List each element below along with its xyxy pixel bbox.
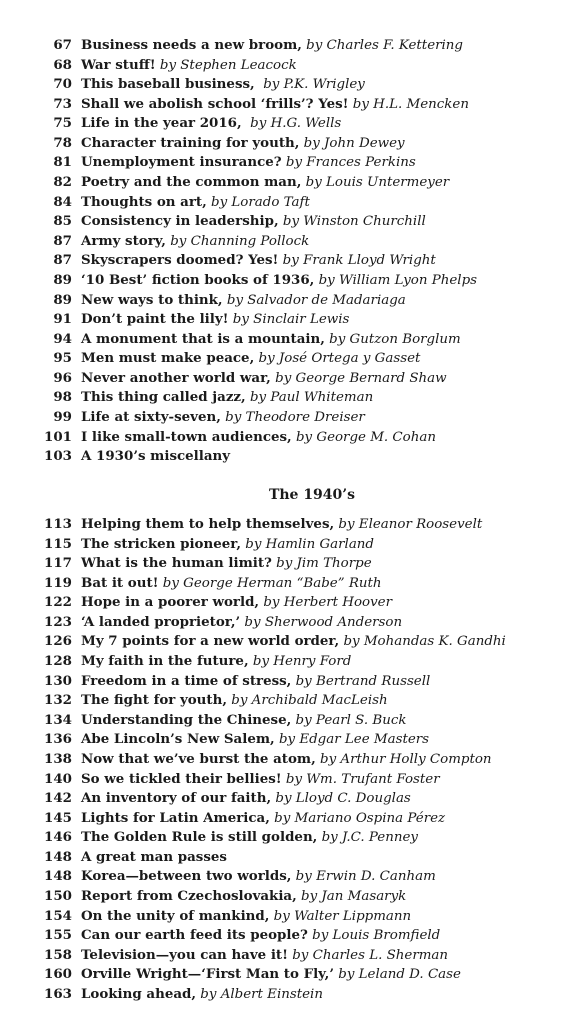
article-title: My 7 points for a new world order, [81, 633, 340, 650]
article-author: by Frank Lloyd Wright [278, 253, 436, 269]
article-title: ‘10 Best’ fiction books of 1936, [81, 271, 315, 288]
entry-text [81, 428, 436, 448]
article-title: Freedom in a time of stress, [81, 672, 292, 689]
toc-entry [0, 554, 564, 574]
page-number: 145 [44, 809, 72, 826]
toc-entry [0, 310, 564, 330]
page-number: 81 [53, 154, 72, 171]
entry-text [81, 95, 469, 115]
page-number: 146 [44, 829, 72, 846]
entry-text [81, 809, 445, 829]
article-author: by Stephen Leacock [155, 57, 297, 73]
article-title: Don’t paint the lily! [81, 311, 229, 328]
toc-entry [0, 535, 564, 555]
toc-entry [0, 153, 564, 173]
entry-text [81, 388, 373, 408]
article-title: Can our earth feed its people? [81, 927, 308, 944]
page-number: 130 [44, 672, 72, 689]
article-title: Hope in a poorer world, [81, 594, 260, 611]
article-author: by H.G. Wells [241, 116, 342, 132]
toc-entry [0, 672, 564, 692]
entry-text [81, 134, 405, 154]
article-author: by Charles F. Kettering [301, 38, 463, 53]
entry-text [81, 613, 402, 633]
page-number: 138 [44, 750, 72, 767]
page-number: 89 [53, 271, 72, 288]
entry-text [81, 271, 477, 291]
page-number: 87 [53, 252, 72, 269]
article-title: Abe Lincoln’s New Salem, [81, 731, 275, 748]
article-title: Poetry and the common man, [81, 174, 302, 191]
page-number: 96 [53, 369, 72, 386]
entry-text [81, 330, 461, 350]
article-author: by Wm. Trufant Foster [281, 771, 440, 787]
toc-entry [0, 652, 564, 672]
toc-entry [0, 369, 564, 389]
article-author: by Leland D. Case [333, 967, 461, 983]
page-number: 126 [44, 633, 72, 650]
section-heading-1940s: The 1940’s [268, 487, 356, 503]
article-author: by Winston Churchill [278, 214, 426, 230]
page-number: 115 [44, 535, 72, 552]
entry-text [81, 310, 349, 330]
toc-entry [0, 887, 564, 907]
page-number: 98 [53, 389, 72, 406]
article-author: by John Dewey [299, 135, 405, 151]
entry-text [81, 828, 418, 848]
entry-text [81, 251, 436, 271]
toc-entry [0, 349, 564, 369]
article-author: by Arthur Holly Compton [315, 751, 492, 767]
entry-text [81, 515, 482, 535]
article-author: by Pearl S. Buck [291, 712, 407, 728]
article-author: by P.K. Wrigley [254, 77, 365, 93]
page-number: 94 [53, 330, 72, 347]
article-title: Lights for Latin America, [81, 809, 270, 826]
page-number: 134 [44, 711, 72, 728]
page-number: 132 [44, 692, 72, 709]
entry-text [81, 848, 227, 868]
entry-text [81, 554, 372, 574]
article-author: by Charles L. Sherman [287, 947, 449, 963]
article-author: by Mohandas K. Gandhi [339, 634, 506, 650]
entry-text [81, 535, 374, 555]
toc-entry [0, 750, 564, 770]
article-author: by George Herman “Babe” Ruth [158, 575, 382, 591]
section-1940s-entries [0, 515, 564, 1004]
entry-text [81, 770, 440, 790]
article-author: by Jim Thorpe [271, 556, 372, 572]
article-title: The fight for youth, [81, 692, 228, 709]
page-number: 99 [53, 408, 72, 425]
toc-entry [0, 574, 564, 594]
article-title: Men must make peace, [81, 350, 255, 367]
toc-entry [0, 75, 564, 95]
toc-entry [0, 985, 564, 1005]
article-author: by Sinclair Lewis [228, 312, 350, 328]
page-number: 142 [44, 790, 72, 807]
article-title: The Golden Rule is still golden, [81, 829, 318, 846]
page-number: 119 [44, 574, 72, 591]
article-author: by Albert Einstein [196, 986, 323, 1002]
entry-text [81, 349, 420, 369]
article-title: On the unity of mankind, [81, 907, 270, 924]
article-title: Korea—between two worlds, [81, 868, 292, 885]
article-author: by Theodore Dreiser [220, 409, 365, 425]
article-title: War stuff! [81, 56, 156, 73]
article-title: This thing called jazz, [81, 389, 246, 406]
article-author: by Herbert Hoover [259, 595, 392, 611]
toc-entry [0, 691, 564, 711]
toc-entry [0, 212, 564, 232]
article-title: Thoughts on art, [81, 193, 207, 210]
page-number: 158 [44, 946, 72, 963]
page-number: 89 [53, 291, 72, 308]
article-author: by Lloyd C. Douglas [271, 791, 411, 807]
article-title: What is the human limit? [81, 555, 272, 572]
toc-entry [0, 428, 564, 448]
article-title: Shall we abolish school ‘frills’? Yes! [81, 95, 349, 112]
article-title: This baseball business, [81, 76, 255, 93]
entry-text [81, 965, 461, 985]
article-title: I like small-town audiences, [81, 428, 292, 445]
article-author: by Frances Perkins [281, 155, 416, 171]
page-number: 160 [44, 966, 72, 983]
article-author: by Jan Masaryk [296, 888, 407, 904]
article-title: Never another world war, [81, 369, 271, 386]
toc-entry [0, 593, 564, 613]
article-title: Life in the year 2016, [81, 115, 242, 132]
article-author: by J.C. Penney [317, 830, 418, 846]
toc-entry [0, 114, 564, 134]
entry-text [81, 730, 429, 750]
toc-entry [0, 173, 564, 193]
page-number: 82 [53, 174, 72, 191]
entry-text [81, 408, 365, 428]
article-title: A 1930’s miscellany [81, 448, 231, 465]
page-number: 150 [44, 887, 72, 904]
article-title: Skyscrapers doomed? Yes! [81, 252, 279, 269]
page-number: 68 [53, 56, 72, 73]
toc-entry [0, 330, 564, 350]
article-title: Understanding the Chinese, [81, 711, 292, 728]
article-title: A great man passes [81, 848, 227, 865]
entry-text [81, 789, 411, 809]
article-author: by Henry Ford [248, 654, 352, 670]
article-author: by George Bernard Shaw [270, 370, 447, 386]
article-author: by Walter Lippmann [269, 908, 412, 924]
page-number: 103 [44, 448, 72, 465]
page-number: 70 [53, 76, 72, 93]
page-number: 87 [53, 232, 72, 249]
toc-entry [0, 613, 564, 633]
article-title: Bat it out! [81, 574, 159, 591]
entry-text [81, 114, 341, 134]
page-number: 128 [44, 653, 72, 670]
page-number: 140 [44, 770, 72, 787]
entry-text [81, 946, 448, 966]
article-author: by William Lyon Phelps [314, 272, 478, 288]
toc-entry [0, 789, 564, 809]
toc-entry [0, 251, 564, 271]
entry-text [81, 232, 309, 252]
article-author: by Erwin D. Canham [291, 869, 436, 885]
toc-entry [0, 907, 564, 927]
page-number: 117 [44, 555, 72, 572]
entry-text [81, 193, 310, 213]
entry-text [81, 750, 492, 770]
entry-text [81, 153, 416, 173]
toc-entry [0, 408, 564, 428]
article-title: Looking ahead, [81, 985, 197, 1002]
entry-text [81, 36, 463, 56]
article-author: by Sherwood Anderson [240, 614, 403, 630]
page-number: 67 [53, 37, 72, 53]
page-number: 122 [44, 594, 72, 611]
page-number: 85 [53, 213, 72, 230]
article-author: by Eleanor Roosevelt [334, 517, 483, 532]
entry-text [81, 75, 365, 95]
toc-entry [0, 388, 564, 408]
toc-entry [0, 809, 564, 829]
article-title: An inventory of our faith, [81, 790, 272, 807]
page-number: 95 [53, 350, 72, 367]
toc-entry [0, 711, 564, 731]
entry-text [81, 652, 351, 672]
article-author: by Mariano Ospina Pérez [269, 810, 446, 826]
toc-entry [0, 770, 564, 790]
toc-entry [0, 515, 564, 535]
article-author: by Channing Pollock [165, 233, 310, 249]
toc-entry [0, 867, 564, 887]
entry-text [81, 369, 447, 389]
page-number: 73 [53, 95, 72, 112]
page-number: 148 [44, 848, 72, 865]
page-number: 91 [53, 311, 72, 328]
toc-entry [0, 632, 564, 652]
article-author: by George M. Cohan [291, 429, 436, 445]
article-title: Unemployment insurance? [81, 154, 282, 171]
entry-text [81, 173, 449, 193]
article-title: Army story, [81, 232, 166, 249]
article-title: Orville Wright—‘First Man to Fly,’ [81, 966, 334, 983]
article-author: by Louis Bromfield [307, 928, 441, 944]
article-title: So we tickled their bellies! [81, 770, 282, 787]
article-author: by Hamlin Garland [241, 536, 374, 552]
toc-entry [0, 848, 564, 868]
article-author: by Archibald MacLeish [227, 693, 388, 709]
page-number: 163 [44, 985, 72, 1002]
article-title: A monument that is a mountain, [81, 330, 325, 347]
article-title: Report from Czechoslovakia, [81, 887, 297, 904]
entry-text [81, 926, 440, 946]
entry-text [81, 574, 382, 594]
article-title: Business needs a new broom, [81, 37, 302, 53]
article-title: Life at sixty-seven, [81, 408, 221, 425]
page-number: 155 [44, 927, 72, 944]
page-number: 75 [53, 115, 72, 132]
article-title: New ways to think, [81, 291, 223, 308]
entry-text [81, 887, 406, 907]
article-author: by Edgar Lee Masters [274, 732, 430, 748]
page-number: 136 [44, 731, 72, 748]
article-title: Helping them to help themselves, [81, 516, 335, 532]
toc-entry [0, 134, 564, 154]
article-author: by Lorado Taft [206, 194, 310, 210]
toc-entry [0, 828, 564, 848]
toc-entry [0, 946, 564, 966]
article-title: ‘A landed proprietor,’ [81, 613, 241, 630]
toc-entry [0, 56, 564, 76]
toc-entry [0, 730, 564, 750]
article-title: Television—you can have it! [81, 946, 288, 963]
article-title: Now that we’ve burst the atom, [81, 750, 316, 767]
toc-entry [0, 291, 564, 311]
entry-text [81, 867, 436, 887]
entry-text [81, 593, 392, 613]
toc-entry [0, 926, 564, 946]
entry-text [81, 711, 406, 731]
entry-text [81, 56, 297, 76]
entry-text [81, 672, 430, 692]
toc-entry [0, 232, 564, 252]
toc-entry [0, 36, 564, 56]
page-number: 84 [53, 193, 72, 210]
entry-text [81, 212, 426, 232]
page-number: 148 [44, 868, 72, 885]
article-author: by José Ortega y Gasset [254, 351, 421, 367]
article-author: by Paul Whiteman [245, 390, 374, 406]
article-author: by Gutzon Borglum [324, 331, 461, 347]
article-title: Character training for youth, [81, 134, 300, 151]
article-author: by Salvador de Madariaga [222, 292, 406, 308]
article-author: by Louis Untermeyer [301, 175, 450, 191]
page-number: 78 [53, 134, 72, 151]
entry-text [81, 985, 323, 1005]
toc-entry [0, 271, 564, 291]
entry-text [81, 632, 506, 652]
article-title: My faith in the future, [81, 653, 249, 670]
section-1930s-entries [0, 36, 564, 467]
page-number: 101 [44, 428, 72, 445]
page-number: 154 [44, 907, 72, 924]
toc-entry [0, 447, 564, 467]
entry-text [81, 691, 388, 711]
entry-text [81, 907, 411, 927]
article-author: by Bertrand Russell [291, 673, 431, 689]
entry-text [81, 291, 406, 311]
page-number: 123 [44, 613, 72, 630]
toc-entry [0, 95, 564, 115]
article-title: Consistency in leadership, [81, 213, 279, 230]
toc-entry [0, 193, 564, 213]
toc-entry [0, 965, 564, 985]
page-number: 113 [44, 516, 72, 532]
article-title: The stricken pioneer, [81, 535, 241, 552]
entry-text [81, 447, 230, 467]
article-author: by H.L. Mencken [348, 96, 469, 112]
